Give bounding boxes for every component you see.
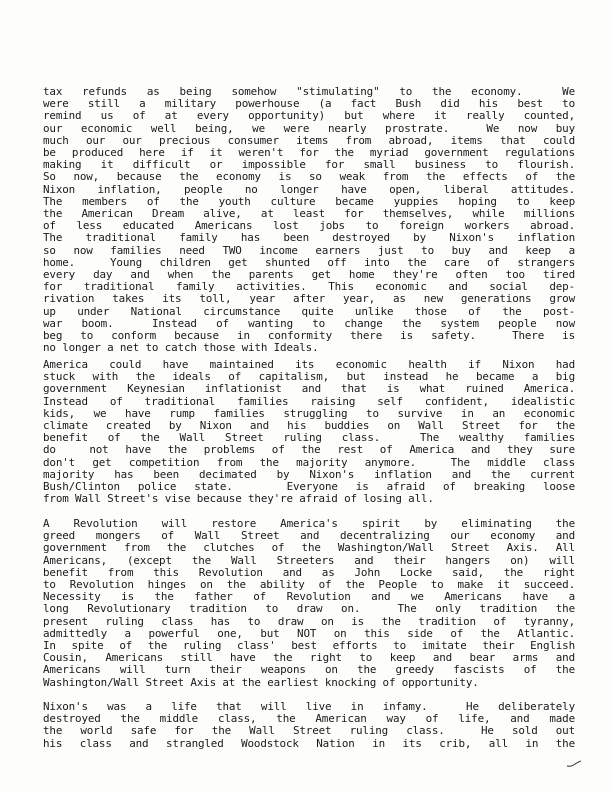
- text-line: every day and when the parents get home they're often too tired: [43, 268, 575, 282]
- text-line: long Revolutionary tradition to draw on. The only tradition the: [43, 602, 575, 616]
- text-line: benefit from this Revolution and as John Locke said, the right: [43, 565, 575, 579]
- text-line: America could have maintained its economic health if Nixon had: [43, 358, 575, 371]
- text-line: no longer a net to catch those with Ideals.: [43, 341, 319, 355]
- text-line: stuck with the ideals of capitalism, but instead he became a big: [43, 370, 575, 384]
- text-line: don't get competition from the majority anymore. The middle class: [43, 455, 575, 469]
- text-line: The traditional family has been destroyed by Nixon's inflation: [43, 231, 575, 245]
- text-line: home. Young children get shunted off into the care of strangers: [43, 255, 575, 269]
- text-line: beg to conform because in conformity there is safety. There is: [43, 329, 575, 343]
- text-line: majority has been decimated by Nixon's inflation and the current: [43, 467, 575, 481]
- text-line: much our our precious consumer items from abroad, items that could: [43, 133, 575, 147]
- text-line: Cousin, Americans still have the right to keep and bear arms and: [43, 651, 575, 665]
- text-line: climate created by Nixon and his buddies on Wall Street for the: [43, 419, 575, 433]
- text-line: the American Dream alive, at least for themselves, while millions: [43, 207, 575, 221]
- text-line: his class and strangled Woodstock Nation in its crib, all in the: [43, 736, 575, 750]
- text-line: do not have the problems of the rest of America and they sure: [43, 443, 575, 457]
- text-line: tax refunds as being somehow "stimulating" to the economy. We: [43, 85, 575, 98]
- text-line: The members of the youth culture became yuppies hoping to keep: [43, 194, 575, 208]
- text-line: present ruling class has to draw on is the tradition of tyranny,: [43, 614, 575, 628]
- text-line: our economic well being, we were nearly prostrate. We now buy: [43, 121, 575, 135]
- text-line: were still a military powerhouse (a fact Bush did his best to: [43, 97, 575, 111]
- text-line: up under National circumstance quite unlike those of the post-: [43, 304, 575, 318]
- text-line: be produced here if it weren't for the myriad government regulations: [43, 146, 575, 160]
- text-line: of less educated Americans lost jobs to foreign workers abroad.: [43, 219, 575, 233]
- paragraph-1: [43, 86, 575, 354]
- text-line: Americans, (except the Wall Streeters and their hangers on) will: [43, 553, 575, 567]
- text-line: making it difficult or impossible for small business to flourish.: [43, 158, 575, 172]
- text-line: government from the clutches of the Washington/Wall Street Axis. All: [43, 541, 575, 555]
- text-line: war boom. Instead of wanting to change the system people now: [43, 316, 575, 330]
- text-line: Americans will turn their weapons on the greedy fascists of the: [43, 663, 575, 677]
- text-line: greed mongers of Wall Street and decentralizing our economy and: [43, 529, 575, 543]
- text-line: destroyed the middle class, the American way of life, and made: [43, 712, 575, 726]
- text-line: Necessity is the father of Revolution and we Americans have a: [43, 590, 575, 604]
- text-line: the world safe for the Wall Street ruling class. He sold out: [43, 724, 575, 738]
- text-line: kids, we have rump families struggling to survive in an economic: [43, 406, 575, 420]
- paragraph-3: [43, 518, 575, 689]
- text-line: Nixon inflation, people no longer have open, liberal attitudes.: [43, 182, 575, 196]
- text-line: Washington/Wall Street Axis at the earliest knocking of opportunity.: [43, 675, 479, 689]
- text-line: Bush/Clinton police state. Everyone is afraid of breaking loose: [43, 480, 575, 494]
- pen-mark-icon: [566, 760, 582, 768]
- text-line: government Keynesian inflationist and that is what ruined America.: [43, 382, 575, 396]
- text-line: for traditional family activities. This economic and social dep-: [43, 280, 575, 294]
- text-line: to Revolution hinges on the ability of the People to make it succeed.: [43, 578, 575, 592]
- text-line: remind us of at every opportunity) but where it really counted,: [43, 109, 575, 123]
- text-line: benefit of the Wall Street ruling class. The wealthy families: [43, 431, 575, 445]
- paragraph-4: [43, 701, 575, 750]
- text-line: Instead of traditional families raising self confident, idealistic: [43, 394, 575, 408]
- text-line: A Revolution will restore America's spirit by eliminating the: [43, 517, 575, 530]
- text-line: rivation takes its toll, year after year, as new generations grow: [43, 292, 575, 306]
- text-line: admittedly a powerful one, but NOT on this side of the Atlantic.: [43, 626, 575, 640]
- text-line: so now families need TWO income earners just to buy and keep a: [43, 243, 575, 257]
- text-line: from Wall Street's vise because they're afraid of losing all.: [43, 492, 434, 506]
- text-line: In spite of the ruling class' best efforts to imitate their English: [43, 639, 575, 653]
- text-line: Nixon's was a life that will live in infamy. He deliberately: [43, 700, 575, 713]
- paragraph-2: [43, 359, 575, 505]
- text-line: So now, because the economy is so weak from the effects of the: [43, 170, 575, 184]
